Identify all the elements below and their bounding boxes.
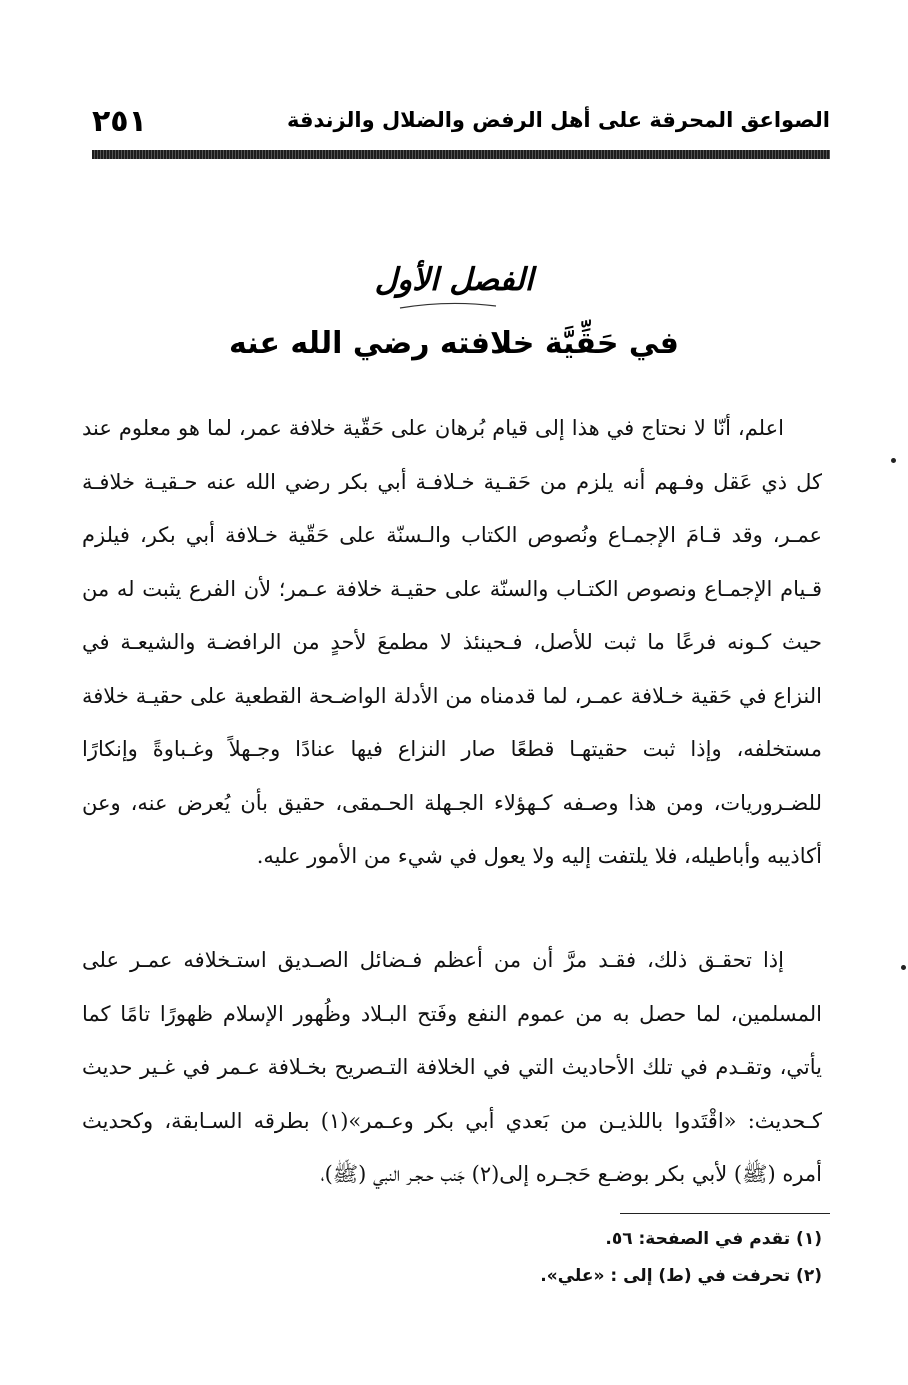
chapter-title: الفصل الأول [374, 262, 534, 298]
running-title: الصواعق المحرقة على أهل الرفض والضلال والزندقة [286, 108, 830, 132]
footnote-separator [620, 1213, 830, 1214]
body-paragraph: إذا تحقـق ذلك، فقـد مرَّ أن من أعظم فـضائل الصـديق استـخلافه عمـر على المسلمين، لما حصل به من عموم النفع وفَتح البـلاد وظُهور الإسلام ظهورًا تامًا كما يأتي، وتقـدم في تلك الأحاديث التي في الخلافة التـصريح بخـلافة عـمر في غـير حديث كـحديث: «اقْتَدوا باللذيـن من بَعدي أبي بكر وعـمر»(١) بطرقه السـابقة، وكحديث أمره (ﷺ) لأبي بكر بوضـع حَجـره إلى(٢) جَنب حـجـر النبي (ﷺ)، [82, 948, 822, 1186]
page-number: ٢٥١ [92, 104, 147, 139]
margin-mark [891, 458, 896, 463]
margin-mark [901, 965, 906, 970]
body-paragraph: اعلم، أنّا لا نحتاج في هذا إلى قيام بُرهان على حَقّية خلافة عمر، لما هو معلوم عند كل ذي عَقل وفـهم أنه يلزم من حَقـية خـلافـة أبي بكر رضي الله عنه حـقيـة خلافـة عمـر، وقد قـامَ الإجمـاع ونُصوص الكتاب والـسنّة على حَقّية خـلافة أبي بكر، فيلزم قـيام الإجمـاع ونصوص الكتـاب والسنّة على حقيـة خلافة عـمر؛ لأن الفرع يثبت له من حيث كـونه فرعًا ما ثبت للأصل، فـحينئذ لا مطمعَ لأحدٍ من الرافضـة والشيعـة في النزاع في حَقية خـلافة عمـر، لما قدمناه من الأدلة الواضـحة القطعية على حقيـة خلافة مستخلفه، وإذا ثبت حقيتهـا قطعًا صار النزاع فيها عنادًا وجـهلاً وغـباوةً وإنكارًا للضـروريات، ومن هذا وصـفه كـهؤلاء الجـهلة الحـمقى، حقيق بأن يُعرض عنه، وعن أكاذيبه وأباطيله، فلا يلتفت إليه ولا يعول في شيء من الأمور عليه. [82, 416, 822, 868]
header-rule [92, 150, 830, 159]
chapter-subtitle: في حَقِّيَّة خلافته رضي الله عنه [229, 326, 679, 361]
title-flourish [398, 302, 498, 310]
footnote: (١) تقدم في الصفحة: ٥٦. [605, 1229, 822, 1249]
footnote: (٢) تحرفت في (ط) إلى : «علي». [540, 1266, 822, 1286]
page-header [92, 104, 830, 148]
